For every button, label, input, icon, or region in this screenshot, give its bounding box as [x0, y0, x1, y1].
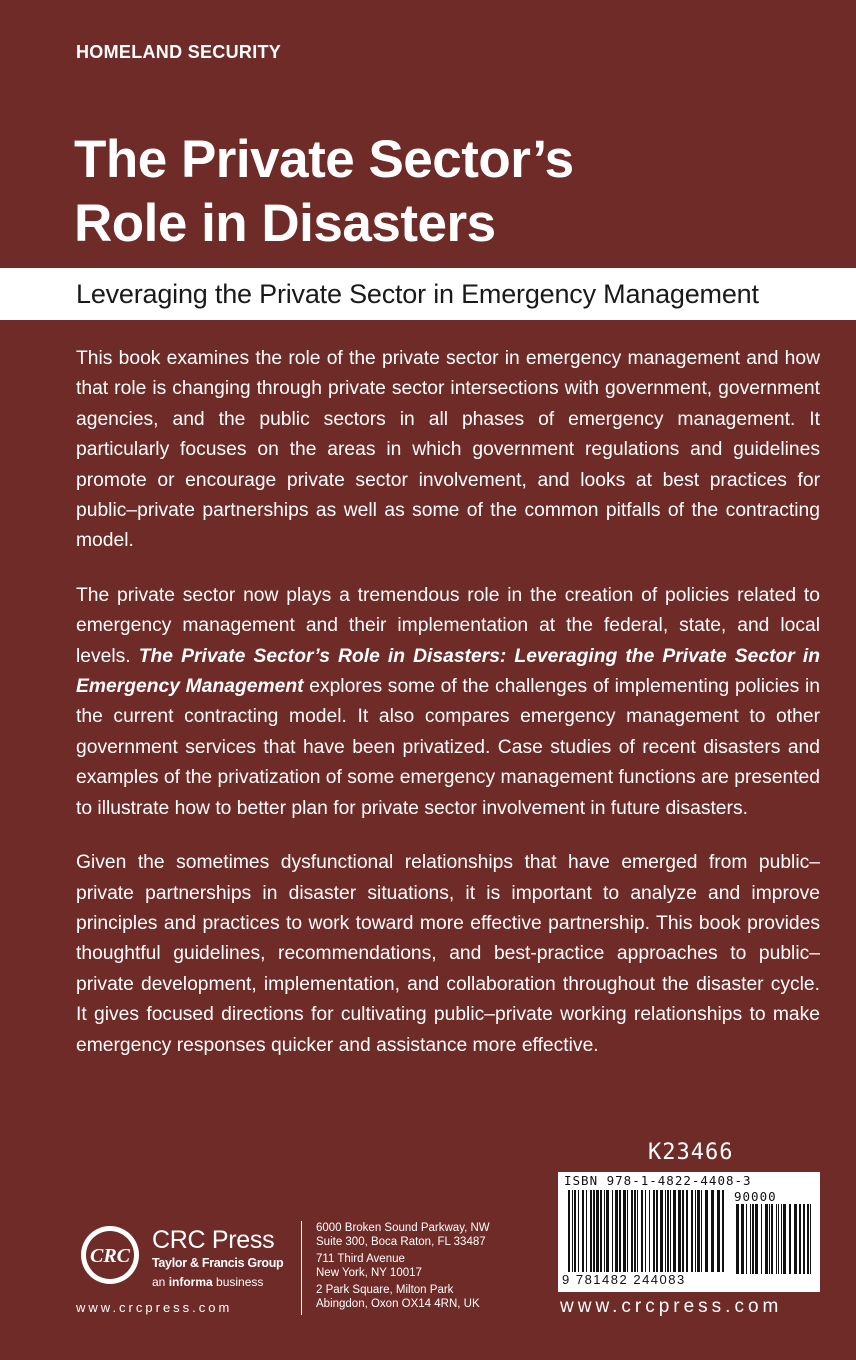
barcode-bar: [741, 1204, 744, 1274]
barcode-bar: [691, 1190, 693, 1272]
paragraph-2-rest: explores some of the challenges of implementing policies in the current contracting model. It also compares emergency management to other government services that have been privatized. Case studies of recent disasters and examples of the privatization of some emergency management functions are presented to illustrate how to better plan for private sector involvement in future disasters.: [76, 676, 820, 819]
barcode-bar: [722, 1190, 724, 1272]
title-line-1: The Private Sector’s: [74, 130, 574, 189]
barcode-bar: [637, 1190, 638, 1272]
business-prefix: an: [152, 1275, 169, 1289]
barcode-bar: [596, 1190, 599, 1272]
barcode-bar: [578, 1190, 579, 1272]
barcode-bar: [765, 1204, 768, 1274]
paragraph-2-book-title: The Private Sector’s Role in Disasters: Leveraging the Private Sector in Emergency Management: [76, 645, 820, 698]
barcode-bar: [755, 1204, 758, 1274]
barcode-bar: [701, 1190, 702, 1272]
barcode-bar: [789, 1204, 791, 1274]
barcode-bar: [656, 1190, 658, 1272]
isbn-bars: [568, 1190, 726, 1272]
product-code: K23466: [648, 1140, 734, 1165]
barcode-bar: [686, 1190, 688, 1272]
barcode-bar: [568, 1190, 570, 1272]
barcode-bar: [678, 1190, 681, 1272]
barcode-bar: [810, 1204, 811, 1274]
business-suffix: business: [212, 1275, 264, 1289]
barcode-bar: [615, 1190, 618, 1272]
barcode-bar: [649, 1190, 650, 1272]
barcode-bar: [641, 1190, 643, 1272]
book-title: [74, 128, 574, 256]
price-code: 90000: [734, 1189, 777, 1204]
barcode-bar: [586, 1190, 587, 1272]
barcode-bar: [761, 1204, 762, 1274]
address-divider: [301, 1221, 302, 1315]
barcode-bar: [619, 1190, 621, 1272]
book-subtitle: Leveraging the Private Sector in Emergency Management: [76, 279, 759, 309]
barcode-bar: [736, 1204, 739, 1274]
address-line: 6000 Broken Sound Parkway, NW: [316, 1222, 490, 1234]
barcode-bar: [631, 1190, 633, 1272]
barcode-bar: [794, 1204, 797, 1274]
publisher-group: Taylor & Francis Group: [152, 1256, 284, 1270]
address-block: [316, 1252, 490, 1280]
barcode-bar: [769, 1204, 770, 1274]
barcode-digits: 9 781482 244083: [562, 1272, 686, 1287]
publisher-name: CRC Press: [152, 1226, 275, 1254]
crc-logo-icon: [76, 1224, 146, 1286]
barcode-bar: [697, 1190, 700, 1272]
barcode-bar: [600, 1190, 602, 1272]
series-label: HOMELAND SECURITY: [76, 42, 282, 62]
description-paragraph-2: [76, 581, 820, 824]
description: [76, 344, 820, 1085]
address-line: 711 Third Avenue: [316, 1253, 405, 1265]
barcode-bar: [627, 1190, 628, 1272]
paragraph-2-intro: The private sector now plays a tremendous role in the creation of policies related to emergency management and their implementation at the federal, state, and local levels.: [76, 584, 820, 667]
barcode-bar: [711, 1190, 714, 1272]
address-line: Suite 300, Boca Raton, FL 33487: [316, 1236, 486, 1248]
barcode-bar: [574, 1190, 576, 1272]
barcode-bar: [776, 1204, 777, 1274]
publisher-website: www.crcpress.com: [76, 1300, 233, 1315]
address-line: New York, NY 10017: [316, 1267, 422, 1279]
barcode-bar: [807, 1204, 809, 1274]
address-line: Abingdon, Oxon OX14 4RN, UK: [316, 1298, 480, 1310]
barcode-bar: [593, 1190, 595, 1272]
isbn-text: ISBN 978-1-4822-4408-3: [564, 1173, 752, 1188]
barcode-bar: [590, 1190, 592, 1272]
barcode-bar: [673, 1190, 676, 1272]
website-large: www.crcpress.com: [560, 1296, 783, 1317]
barcode-bar: [682, 1190, 684, 1272]
barcode-bar: [746, 1204, 747, 1274]
barcode-bar: [645, 1190, 646, 1272]
barcode-bar: [667, 1190, 669, 1272]
description-paragraph-1: This book examines the role of the private sector in emergency management and how that role is changing through private sector intersections with government, government agencies, and the public sectors in all phases of emergency management. It particularly focuses on the areas in which government regulations and guidelines promote or encourage private sector involvement, and looks at best practices for public–private partnerships as well as some of the common pitfalls of the contracting model.: [76, 348, 820, 552]
barcode-bar: [778, 1204, 779, 1274]
barcode-bar: [572, 1190, 573, 1272]
title-line-2: Role in Disasters: [74, 194, 496, 253]
barcode-bar: [752, 1204, 754, 1274]
address-block: [316, 1283, 490, 1311]
barcode-bar: [604, 1190, 605, 1272]
publisher-business: [152, 1275, 263, 1289]
barcode-bar: [623, 1190, 626, 1272]
price-bars: [736, 1204, 814, 1274]
barcode-bar: [717, 1190, 720, 1272]
barcode-bar: [803, 1204, 805, 1274]
address-block: [316, 1221, 490, 1249]
barcode-bar: [750, 1204, 751, 1274]
barcode-bar: [781, 1204, 782, 1274]
description-paragraph-3: Given the sometimes dysfunctional relationships that have emerged from public–private partnerships in disaster situations, it is important to analyze and improve principles and practices to work toward more effective partnership. This book provides thoughtful guidelines, recommendations, and best-practice approaches to public–private development, implementation, and collaboration throughout the disaster cycle. It gives focused directions for cultivating public–private working relationships to make emergency responses quicker and assistance more effective.: [76, 852, 820, 1056]
barcode-bar: [705, 1190, 708, 1272]
barcode-bar: [665, 1190, 666, 1272]
barcode-bar: [783, 1204, 786, 1274]
barcode-bar: [695, 1190, 696, 1272]
address-line: 2 Park Square, Milton Park: [316, 1284, 454, 1296]
barcode-bar: [799, 1204, 801, 1274]
informa-wordmark: informa: [168, 1275, 213, 1289]
barcode-bar: [606, 1190, 609, 1272]
barcode-bar: [771, 1204, 773, 1274]
barcode-bar: [670, 1190, 671, 1272]
publisher-addresses: [316, 1221, 490, 1314]
barcode-bar: [634, 1190, 636, 1272]
barcode-bar: [653, 1190, 655, 1272]
barcode-bar: [660, 1190, 663, 1272]
barcode-bar: [582, 1190, 584, 1272]
isbn-barcode: [558, 1172, 820, 1292]
logo-text: CRC: [89, 1245, 131, 1267]
barcode-bar: [612, 1190, 613, 1272]
